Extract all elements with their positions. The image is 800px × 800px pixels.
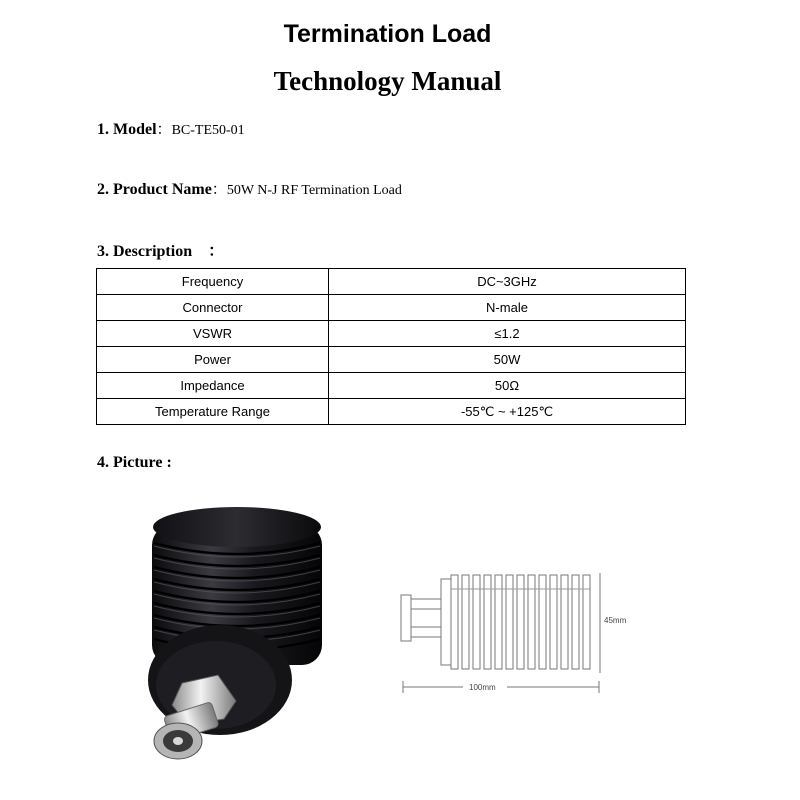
model-separator: ： xyxy=(156,122,172,138)
product-name-label: 2. Product Name xyxy=(97,181,212,198)
product-name-separator: ： xyxy=(211,182,227,198)
table-row xyxy=(97,269,686,295)
table-row xyxy=(97,321,686,347)
model-line xyxy=(97,118,245,139)
technical-drawing xyxy=(395,565,645,700)
product-name-value: 50W N-J RF Termination Load xyxy=(226,183,402,198)
spec-value: N-male xyxy=(329,295,686,321)
spec-name: Temperature Range xyxy=(97,399,329,425)
drawing-connector-body xyxy=(411,599,441,637)
spec-name: Power xyxy=(97,347,329,373)
table-row xyxy=(97,399,686,425)
spec-name: Connector xyxy=(97,295,329,321)
spec-value: 50W xyxy=(329,347,686,373)
spec-name: VSWR xyxy=(97,321,329,347)
length-dimension-label: 100mm xyxy=(469,683,496,692)
height-dimension-label: 45mm xyxy=(604,616,627,625)
table-row xyxy=(97,373,686,399)
spec-value: DC~3GHz xyxy=(329,269,686,295)
model-value: BC-TE50-01 xyxy=(171,123,245,138)
spec-name: Impedance xyxy=(97,373,329,399)
spec-table xyxy=(96,268,686,425)
spec-value: ≤1.2 xyxy=(329,321,686,347)
description-label: 3. Description ： xyxy=(97,243,225,260)
table-row xyxy=(97,295,686,321)
picture-label: 4. Picture : xyxy=(97,454,172,471)
picture-heading xyxy=(97,454,172,472)
document-subtitle: Technology Manual xyxy=(273,66,502,96)
spec-name: Frequency xyxy=(97,269,329,295)
table-row xyxy=(97,347,686,373)
model-label: 1. Model xyxy=(97,121,157,138)
spec-value: -55℃ ~ +125℃ xyxy=(329,399,686,425)
drawing-connector-nut xyxy=(401,595,411,641)
product-photo xyxy=(140,505,340,765)
product-name-line xyxy=(97,178,402,199)
description-heading xyxy=(97,238,224,261)
spec-value: 50Ω xyxy=(329,373,686,399)
heatsink-top xyxy=(153,507,321,547)
document-title: Termination Load xyxy=(283,20,492,48)
